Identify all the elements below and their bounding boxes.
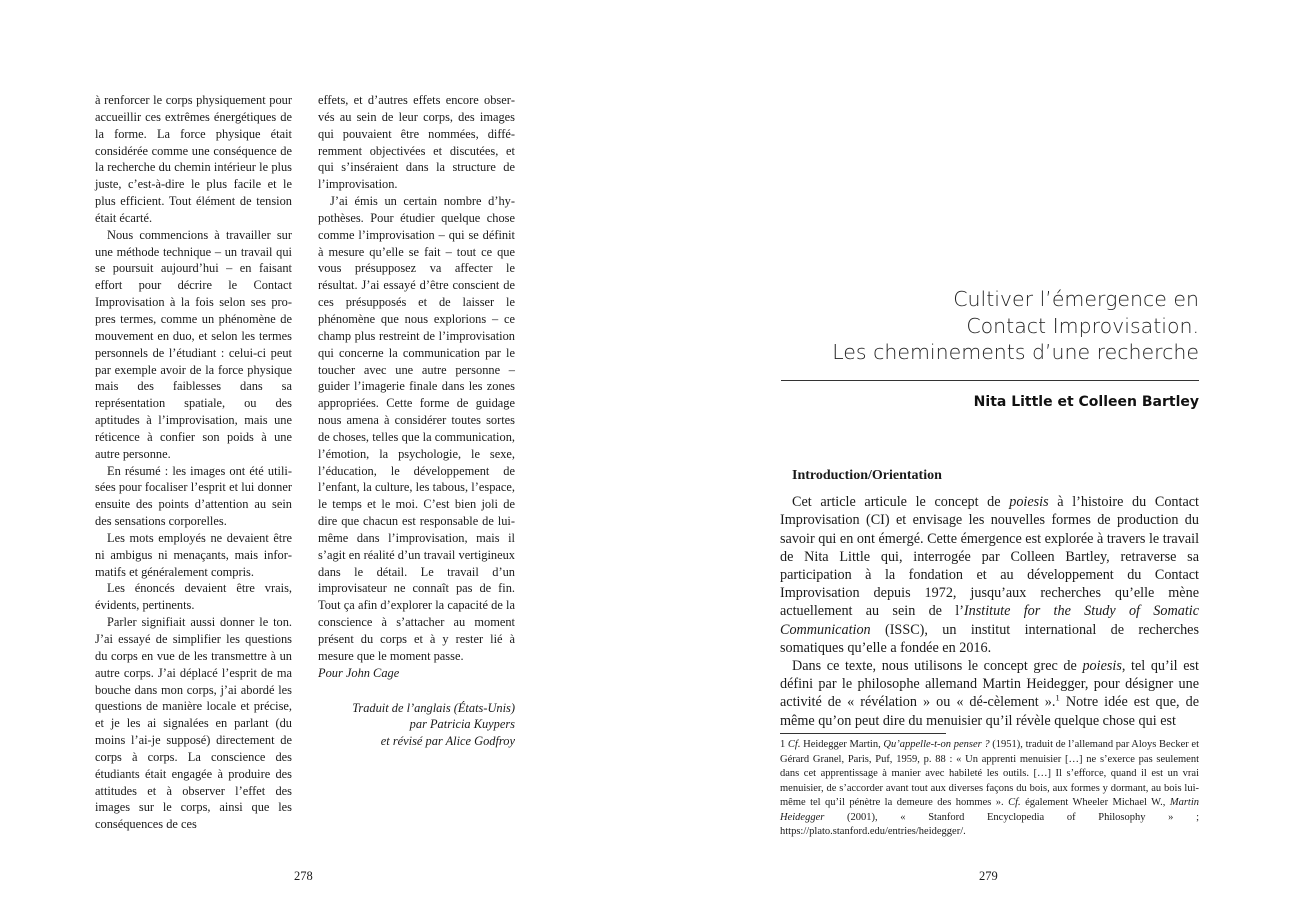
title-line: Les cheminements d’une recherche (832, 340, 1199, 364)
authors: Nita Little et Colleen Bartley (973, 394, 1199, 410)
introduction (780, 467, 1199, 730)
title-line: Contact Improvisation. (966, 313, 1199, 338)
title-line: Cultiver l’émergence en (953, 287, 1199, 311)
page-number-right: 279 (979, 869, 998, 883)
paragraph: à renforcer le corps physiquement pour accueillir ces extrêmes énergétiques de la forme. La force physique était considérée comme une conséquence de la recherche du chemin intérieur le plus juste, c’est-à-dire le plus facile et le plus efficient. Tout élément de tension était écarté. (95, 93, 292, 225)
footnote-ref: 1 (1055, 692, 1060, 703)
right-page (646, 0, 1293, 913)
signature: Pour John Cage (318, 665, 400, 680)
paragraph: effets, et d’autres effets encore observés au sein de leur corps, des images qui pouvaient être nommées, différemment objectivées et discutées, et qui s’inséraient dans la structure de l’improvisation. (318, 93, 515, 192)
translation-line: et révisé par Alice Godfroy (380, 734, 515, 749)
paragraph: Les énoncés devaient être vrais, évidents, pertinents. (95, 581, 292, 613)
paragraph: Nous commencions à travailler sur une méthode technique – un travail qui se poursuit aujourd’hui – en faisant effort pour décrire le Contact Improvisation à la fois selon ses propres termes, comme un phénomène de mouvement en duo, et selon les termes personnels de l’étudiant : celui-ci peut par exemple avoir de la force physique mais des faiblesses dans sa représentation spatiale, ou des aptitudes à l’improvisation, mais une réticence à confier son poids à une autre personne. (95, 227, 292, 461)
left-page (0, 0, 646, 913)
paragraph: Dans ce texte, nous utilisons le concept grec de poiesis, tel qu’il est défini par le philosophe allemand Martin Heidegger, pour désigner une activité de « révélation » ou « dé-cèlement ».$^1$ Notre idée est que, de même qu’on peut dire du menuisier qu’il révèle quelque chose qui est (780, 658, 1199, 729)
left-column-2 (318, 92, 515, 750)
paragraph: En résumé : les images ont été utilisées pour focaliser l’esprit et lui donner ensuite des points d’attention au sein des sensations corporelles. (95, 463, 292, 529)
translation-line: par Patricia Kuypers (409, 717, 515, 732)
left-column-1 (95, 92, 292, 833)
translation-credit (318, 700, 515, 751)
paragraph: J’ai émis un certain nombre d’hypothèses. Pour étudier quelque chose comme l’improvisation – qui se définit à mesure qu’elle se fait – tout ce que vous présupposez va affecter le résultat. J’ai essayé d’être conscient de ces présupposés et de laisser le phénomène que nous explorions – ce champ plus restreint de l’improvisation qui concerne la communication par le toucher avec une autre personne – guider l’imagerie finale dans les zones appropriées. Cette forme de guidage nous amena à considérer toutes sortes de choses, telles que la communication, l’émotion, la psychologie, le sexe, l’éducation, le développement de l’enfant, la culture, les tabous, l’espace, le temps et le moi. C’est bien joli de dire que chacun est responsable de lui-même dans l’improvisation, mais il s’agit en réalité d’un travail vertigineux dans le détail. Le travail d’un improvisateur ne connaît pas de fin. Tout ça afin d’explorer la capacité de la conscience à s’attacher au moment présent du corps et à y rester lié à mesure que le moment passe. (318, 194, 515, 663)
footnote: 1 Cf. Heidegger Martin, Qu’appelle-t-on penser ? (1951), traduit de l’allemand par Aloys Becker et Gérard Granel, Paris, Puf, 1959, p. 88 : « Un apprenti menuisier […] ne s’exerce pas seulement dans cet apprentissage à manier avec habileté les outils. […] Il s’efforce, quand il est un vrai menuisier, de s’accorder avant tout aux diverses façons du bois, aux formes y dormant, au bois lui-même tel qu’il pénètre la demeure des hommes ». Cf. également Wheeler Michael W., Martin Heidegger (2001), « Stanford Encyclopedia of Philosophy » ; https://plato.stanford.edu/entries/heidegger/. (780, 739, 1200, 837)
paragraph: Les mots employés ne devaient être ni ambigus ni menaçants, mais informatifs et généralement compris. (95, 530, 292, 579)
translation-line: Traduit de l’anglais (États-Unis) (352, 700, 515, 715)
page-number-left: 278 (294, 869, 313, 883)
title-rule (781, 380, 1199, 381)
paragraph: Cet article articule le concept de poiesis à l’histoire du Contact Improvisation (CI) et envisage les nouvelles formes de production du savoir qui en ont émergé. Cette émergence est explorée à travers le travail de Nita Little qui, interrogée par Colleen Bartley, retraverse sa participation à la fondation et au développement du Contact Improvisation depuis 1972, jusqu’aux recherches qu’elle mène actuellement au sein de l’Institute for the Study of Somatic Communication (ISSC), un institut international de recherches somatiques qu’elle a fondée en 2016. (780, 494, 1200, 656)
section-heading: Introduction/Orientation (792, 468, 942, 483)
article-title (832, 286, 1199, 366)
footnote-rule (780, 733, 946, 734)
paragraph: Parler signifiait aussi donner le ton. J’ai essayé de simplifier les questions du corps en vue de les transmettre à un autre corps. J’ai déplacé l’esprit de ma bouche dans mon corps, j’ai abordé les questions de manière locale et précise, et je les ai signalées en parlant (du moins l’ai-je supposé) directement de corps à corps. La conscience des étudiants était engagée à produire des attitudes et à observer l’effet des images sur le corps, ainsi que les conséquences de ces (95, 615, 292, 832)
